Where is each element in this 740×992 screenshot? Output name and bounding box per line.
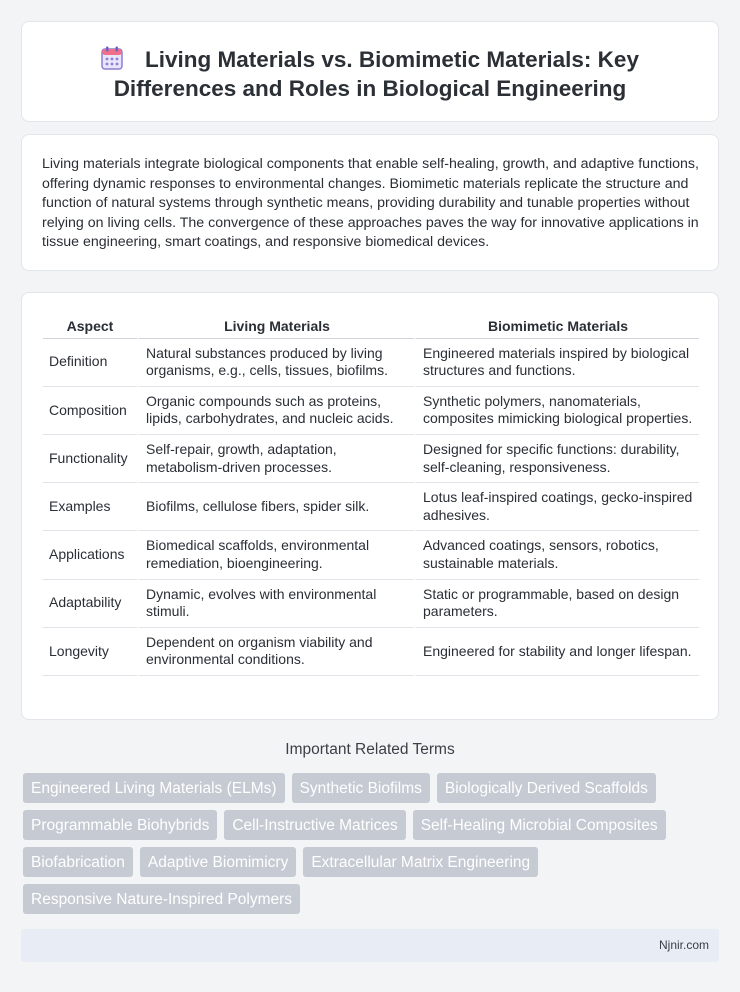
cell-biomimetic: Engineered for stability and longer lifespan. [414, 628, 699, 676]
header-living: Living Materials [137, 313, 414, 339]
cell-living: Self-repair, growth, adaptation, metabolism-driven processes. [137, 435, 414, 483]
page-title-text: Living Materials vs. Biomimetic Materials: Key Differences and Roles in Biological Engineering [113, 47, 639, 101]
cell-living: Organic compounds such as proteins, lipids, carbohydrates, and nucleic acids. [137, 387, 414, 435]
title-card [21, 21, 719, 122]
footer-site-link[interactable]: Njnir.com [658, 938, 709, 952]
cell-aspect: Longevity [43, 628, 137, 676]
intro-card [21, 134, 719, 271]
related-terms-heading: Important Related Terms [285, 741, 455, 758]
comparison-table [43, 313, 699, 676]
cell-biomimetic: Lotus leaf-inspired coatings, gecko-inspired adhesives. [414, 483, 699, 531]
term-tag[interactable]: Synthetic Biofilms [292, 773, 430, 803]
intro-paragraph: Living materials integrate biological components that enable self-healing, growth, and adaptive functions, offering dynamic responses to environmental changes. Biomimetic materials replicate the structure and function of natural systems through synthetic means, providing durability and tunable properties without relying on living cells. The convergence of these approaches paves the way for innovative applications in tissue engineering, smart coatings, and responsive biomedical devices. [42, 156, 699, 251]
cell-aspect: Composition [43, 387, 137, 435]
footer-bar [21, 929, 719, 962]
table-row [43, 435, 699, 483]
table-row [43, 387, 699, 435]
header-biomimetic: Biomimetic Materials [414, 313, 699, 339]
table-row [43, 531, 699, 579]
related-terms-list [23, 773, 703, 914]
term-tag[interactable]: Programmable Biohybrids [23, 810, 217, 840]
term-tag[interactable]: Cell-Instructive Matrices [224, 810, 405, 840]
cell-biomimetic: Designed for specific functions: durability, self-cleaning, responsiveness. [414, 435, 699, 483]
cell-aspect: Applications [43, 531, 137, 579]
cell-living: Biomedical scaffolds, environmental remediation, bioengineering. [137, 531, 414, 579]
table-row [43, 628, 699, 676]
calendar-icon [101, 46, 123, 70]
cell-living: Dependent on organism viability and environmental conditions. [137, 628, 414, 676]
cell-biomimetic: Static or programmable, based on design parameters. [414, 580, 699, 628]
table-row [43, 483, 699, 531]
term-tag[interactable]: Self-Healing Microbial Composites [413, 810, 666, 840]
term-tag[interactable]: Adaptive Biomimicry [140, 847, 296, 877]
cell-biomimetic: Engineered materials inspired by biological structures and functions. [414, 339, 699, 387]
comparison-card [21, 292, 719, 720]
cell-aspect: Examples [43, 483, 137, 531]
term-tag[interactable]: Engineered Living Materials (ELMs) [23, 773, 285, 803]
header-aspect: Aspect [43, 313, 137, 339]
cell-living: Natural substances produced by living organisms, e.g., cells, tissues, biofilms. [137, 339, 414, 387]
table-header-row [43, 313, 699, 339]
cell-aspect: Functionality [43, 435, 137, 483]
term-tag[interactable]: Biologically Derived Scaffolds [437, 773, 656, 803]
cell-aspect: Definition [43, 339, 137, 387]
page-title [42, 45, 698, 103]
cell-biomimetic: Synthetic polymers, nanomaterials, composites mimicking biological properties. [414, 387, 699, 435]
cell-aspect: Adaptability [43, 580, 137, 628]
cell-living: Dynamic, evolves with environmental stimuli. [137, 580, 414, 628]
table-row [43, 339, 699, 387]
term-tag[interactable]: Extracellular Matrix Engineering [303, 847, 538, 877]
cell-biomimetic: Advanced coatings, sensors, robotics, sustainable materials. [414, 531, 699, 579]
cell-living: Biofilms, cellulose fibers, spider silk. [137, 483, 414, 531]
term-tag[interactable]: Responsive Nature-Inspired Polymers [23, 884, 300, 914]
term-tag[interactable]: Biofabrication [23, 847, 133, 877]
table-row [43, 580, 699, 628]
